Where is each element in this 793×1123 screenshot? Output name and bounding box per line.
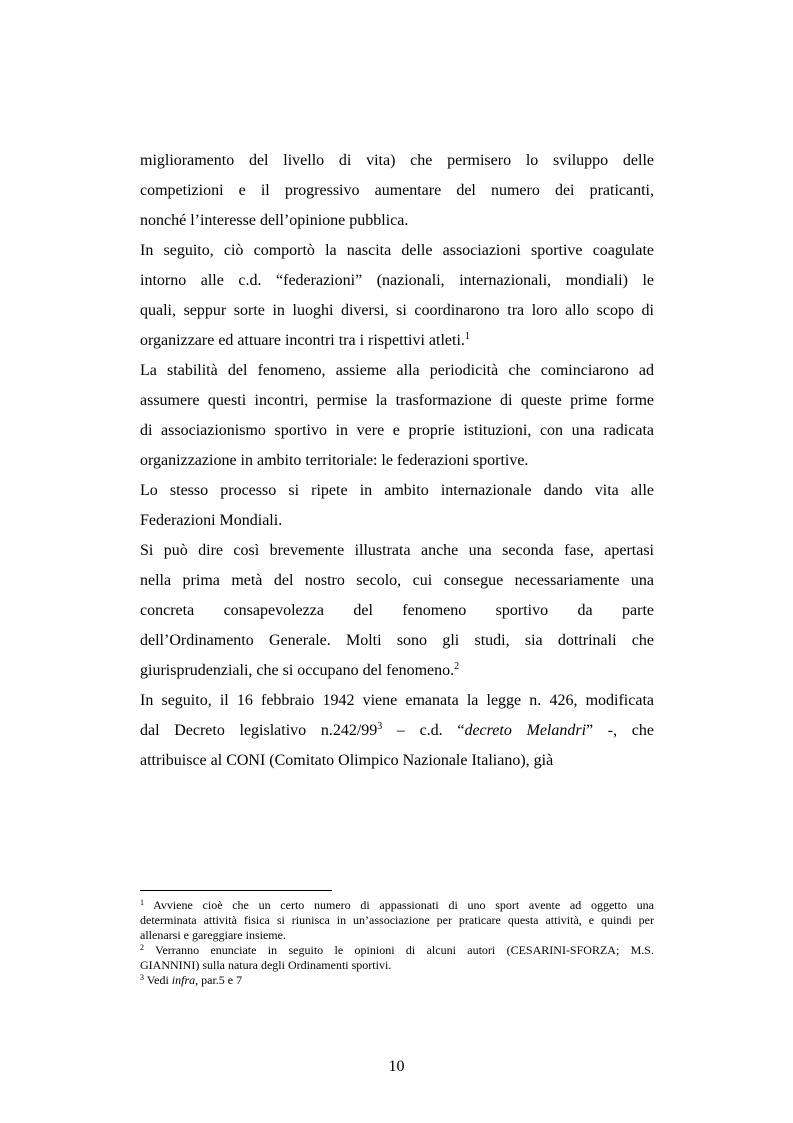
footnote-line: determinata attività fisica si riunisca in un’associazione per praticare questa attività, e quindi per	[140, 913, 654, 927]
body-line: miglioramento del livello di vita) che permisero lo sviluppo delle	[140, 152, 654, 169]
footnote-line	[140, 973, 654, 988]
footnote-ref: 2	[454, 661, 460, 672]
footnote-text: Avviene cioè che un certo numero di appassionati di uno sport avente ad oggetto una	[153, 898, 654, 912]
body-line: Si può dire così brevemente illustrata anche una seconda fase, apertasi	[140, 542, 654, 559]
body-line: In seguito, il 16 febbraio 1942 viene emanata la legge n. 426, modificata	[140, 692, 654, 709]
body-line: di associazionismo sportivo in vere e proprie istituzioni, con una radicata	[140, 422, 654, 439]
infra-italic: infra,	[171, 973, 199, 987]
body-line: attribuisce al CONI (Comitato Olimpico Nazionale Italiano), già	[140, 752, 554, 769]
body-line: quali, seppur sorte in luoghi diversi, si coordinarono tra loro allo scopo di	[140, 302, 654, 319]
body-line	[140, 656, 654, 686]
body-line: assumere questi incontri, permise la trasformazione di queste prime forme	[140, 392, 654, 409]
body-line-segment: dal Decreto legislativo n.242/99	[140, 722, 378, 739]
body-text	[140, 146, 654, 776]
body-line: organizzazione in ambito territoriale: le federazioni sportive.	[140, 452, 529, 469]
footnote-text: Vedi	[146, 973, 172, 987]
footnote-mark: 3	[140, 973, 144, 982]
body-line-text: organizzare ed attuare incontri tra i rispettivi atleti.	[140, 332, 465, 349]
footnote-separator	[140, 890, 332, 891]
body-line: La stabilità del fenomeno, assieme alla periodicità che cominciarono ad	[140, 362, 654, 379]
body-line: In seguito, ciò comportò la nascita delle associazioni sportive coagulate	[140, 242, 654, 259]
body-line: nonché l’interesse dell’opinione pubblica.	[140, 212, 409, 229]
footnote-line	[140, 898, 654, 913]
body-line	[140, 716, 654, 746]
body-line: concreta consapevolezza del fenomeno sportivo da parte	[140, 602, 654, 619]
footnote-line: GIANNINI) sulla natura degli Ordinamenti sportivi.	[140, 958, 392, 972]
page-number: 10	[388, 1058, 405, 1075]
decreto-melandri-italic: decreto Melandri	[464, 722, 587, 739]
body-line: nella prima metà del nostro secolo, cui consegue necessariamente una	[140, 572, 654, 589]
footnote-ref: 3	[377, 721, 383, 732]
body-line-segment: – c.d. “	[382, 722, 465, 739]
body-line-text	[140, 722, 654, 739]
body-line: intorno alle c.d. “federazioni” (nazionali, internazionali, mondiali) le	[140, 272, 654, 289]
body-line: dell’Ordinamento Generale. Molti sono gli studi, sia dottrinali che	[140, 632, 654, 649]
footnote-mark: 2	[140, 943, 144, 952]
body-line: Federazioni Mondiali.	[140, 512, 283, 529]
footnote-mark: 1	[140, 898, 144, 907]
footnote-line	[140, 943, 654, 958]
body-line-segment: ” -, che	[586, 722, 654, 739]
body-line: competizioni e il progressivo aumentare del numero dei praticanti,	[140, 182, 654, 199]
footnote-line: allenarsi e gareggiare insieme.	[140, 928, 286, 942]
body-line-text: giurisprudenziali, che si occupano del fenomeno.	[140, 662, 455, 679]
footnote-ref: 1	[464, 331, 470, 342]
footnote-text: Verranno enunciate in seguito le opinioni di alcuni autori (CESARINI-SFORZA; M.S.	[155, 943, 654, 957]
footnote-text: par.5 e 7	[198, 973, 243, 987]
footnotes	[140, 898, 654, 988]
body-line	[140, 326, 654, 356]
body-line: Lo stesso processo si ripete in ambito internazionale dando vita alle	[140, 482, 654, 499]
